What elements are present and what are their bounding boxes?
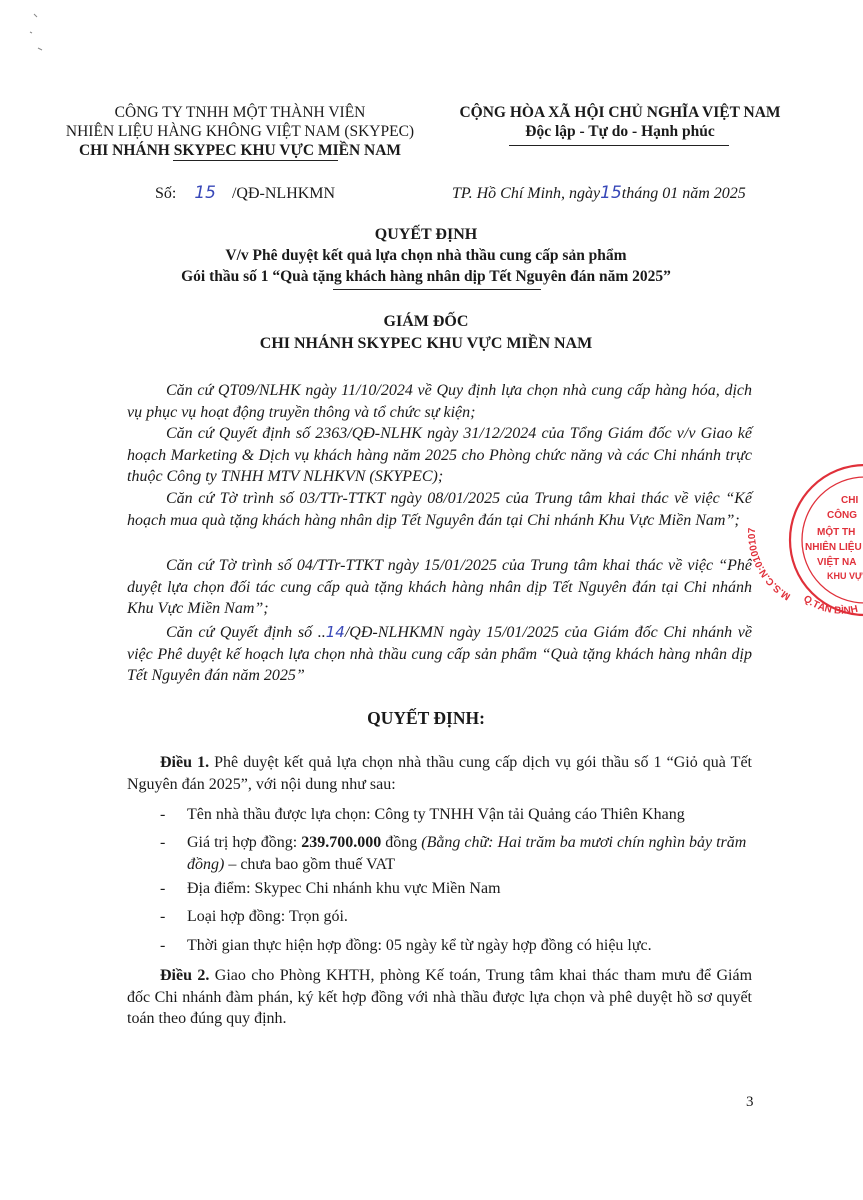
basis-5-rest: /QĐ-NLHKMN ngày 15/01/2025 của Giám đốc Chi nhánh về việc Phê duyệt kế hoạch lựa chọn nhà thầu cung cấp sản phẩm “Quà tặng khách hàng nhân dịp Tết Nguyên đán năm 2025” bbox=[127, 624, 753, 684]
subject-underline bbox=[333, 289, 541, 290]
value-words: (Bằng chữ: Hai trăm ba mươi chín nghìn bảy trăm đồng) bbox=[187, 834, 747, 873]
handwritten-ref-number: 14 bbox=[325, 623, 345, 641]
national-header bbox=[440, 103, 800, 141]
contractor-text: Tên nhà thầu được lựa chọn: Công ty TNHH Vận tải Quảng cáo Thiên Khang bbox=[187, 806, 685, 823]
article-1-item-duration bbox=[160, 935, 752, 957]
article-1-label: Điều 1. bbox=[160, 754, 210, 771]
legal-basis-5 bbox=[127, 622, 752, 687]
location-text: Địa điểm: Skypec Chi nhánh khu vực Miền Nam bbox=[187, 880, 501, 897]
seal-text-4: NHIÊN LIỆU bbox=[805, 542, 862, 553]
number-suffix: /QĐ-NLHKMN bbox=[231, 185, 336, 202]
article-1-item-type bbox=[160, 906, 752, 928]
motto-underline bbox=[509, 145, 729, 146]
bullet-dash: - bbox=[160, 937, 166, 954]
organization-header bbox=[40, 103, 440, 160]
legal-basis-1: Căn cứ QT09/NLHK ngày 11/10/2024 về Quy định lựa chọn nhà cung cấp hàng hóa, dịch vụ phục vụ hoạt động truyền thông và tổ chức sự kiện; bbox=[127, 382, 752, 421]
handwritten-number: 15 bbox=[194, 183, 216, 203]
article-1-item-value bbox=[160, 832, 752, 875]
article-1-item-location bbox=[160, 878, 752, 900]
org-underline bbox=[173, 160, 338, 161]
article-2-text: Giao cho Phòng KHTH, phòng Kế toán, Trung tâm khai thác tham mưu để Giám đốc Chi nhánh đàm phán, ký kết hợp đồng với nhà thầu được lựa chọn và phê duyệt hồ sơ quyết toán theo đúng quy định. bbox=[127, 967, 753, 1027]
legal-basis-4: Căn cứ Tờ trình số 04/TTr-TTKT ngày 15/01/2025 của Trung tâm khai thác về việc “Phê duyệt lựa chọn đối tác cung cấp quà tặng khách hàng nhân dịp Tết Nguyên đán tại Chi nhánh Khu Vực Miền Nam”; bbox=[127, 557, 752, 617]
value-unit: đồng bbox=[381, 834, 422, 851]
seal-text-3: MỘT TH bbox=[817, 527, 856, 538]
date-prefix: TP. Hồ Chí Minh, ngày bbox=[452, 185, 601, 202]
national-motto: Độc lập - Tự do - Hạnh phúc bbox=[525, 123, 715, 140]
bullet-dash: - bbox=[160, 908, 166, 925]
value-amount: 239.700.000 bbox=[301, 834, 382, 851]
duration-text: Thời gian thực hiện hợp đồng: 05 ngày kể từ ngày hợp đồng có hiệu lực. bbox=[187, 937, 652, 954]
seal-ring-bottom-text: Q.TÂN BÌNH bbox=[801, 593, 859, 617]
document-subject-1: V/v Phê duyệt kết quả lựa chọn nhà thầu cung cấp sản phẩm bbox=[225, 247, 627, 264]
article-1-item-contractor bbox=[160, 804, 752, 826]
seal-ring-top-text: M.S.C.N:0100107 bbox=[746, 527, 793, 602]
basis-5-prefix: Căn cứ Quyết định số .. bbox=[166, 624, 326, 641]
article-1-text: Phê duyệt kết quả lựa chọn nhà thầu cung cấp dịch vụ gói thầu số 1 “Giỏ quà Tết Nguyên đán 2025”, với nội dung như sau: bbox=[127, 754, 753, 793]
type-text: Loại hợp đồng: Trọn gói. bbox=[187, 908, 348, 925]
org-line-1: CÔNG TY TNHH MỘT THÀNH VIÊN bbox=[114, 104, 366, 121]
document-date bbox=[452, 183, 746, 203]
issuer-title: GIÁM ĐỐC bbox=[383, 313, 469, 330]
number-prefix: Số: bbox=[155, 185, 177, 202]
article-2-label: Điều 2. bbox=[160, 967, 210, 984]
value-prefix: Giá trị hợp đồng: bbox=[187, 834, 302, 851]
seal-text-2: CÔNG bbox=[827, 510, 857, 521]
bullet-dash: - bbox=[160, 834, 166, 851]
legal-basis-2: Căn cứ Quyết định số 2363/QĐ-NLHK ngày 31/12/2024 của Tổng Giám đốc v/v Giao kế hoạch Marketing & Dịch vụ khách hàng năm 2025 cho Phòng chức năng và các Chi nhánh trực thuộc Công ty TNHH MTV NLHKVN (SKYPEC); bbox=[127, 425, 752, 485]
article-1 bbox=[127, 752, 752, 795]
handwritten-day: 15 bbox=[600, 183, 622, 203]
issuer-branch: CHI NHÁNH SKYPEC KHU VỰC MIỀN NAM bbox=[259, 335, 593, 352]
document-title: QUYẾT ĐỊNH bbox=[374, 226, 478, 243]
seal-text-6: KHU VỰ bbox=[827, 571, 863, 581]
article-2 bbox=[127, 965, 752, 1030]
seal-text-5: VIỆT NA bbox=[817, 557, 857, 568]
decision-heading: QUYẾT ĐỊNH: bbox=[367, 708, 485, 728]
company-seal bbox=[746, 460, 863, 625]
document-number bbox=[155, 183, 335, 203]
date-suffix: tháng 01 năm 2025 bbox=[621, 185, 746, 202]
seal-text-1: CHI bbox=[841, 495, 859, 506]
legal-basis-3: Căn cứ Tờ trình số 03/TTr-TTKT ngày 08/01/2025 của Trung tâm khai thác về việc “Kế hoạch mua quà tặng khách hàng nhân dịp Tết Nguyên đán tại Chi nhánh Khu Vực Miền Nam”; bbox=[127, 490, 752, 529]
value-suffix: – chưa bao gồm thuế VAT bbox=[224, 855, 396, 873]
org-line-2: NHIÊN LIỆU HÀNG KHÔNG VIỆT NAM (SKYPEC) bbox=[65, 123, 415, 140]
bullet-dash: - bbox=[160, 880, 166, 897]
national-title: CỘNG HÒA XÃ HỘI CHỦ NGHĨA VIỆT NAM bbox=[459, 104, 781, 121]
scan-marks bbox=[26, 10, 56, 60]
page-number: 3 bbox=[746, 1094, 754, 1110]
document-subject-2: Gói thầu số 1 “Quà tặng khách hàng nhân dịp Tết Nguyên đán năm 2025” bbox=[181, 268, 671, 285]
bullet-dash: - bbox=[160, 806, 166, 823]
org-line-3: CHI NHÁNH SKYPEC KHU VỰC MIỀN NAM bbox=[78, 142, 402, 159]
